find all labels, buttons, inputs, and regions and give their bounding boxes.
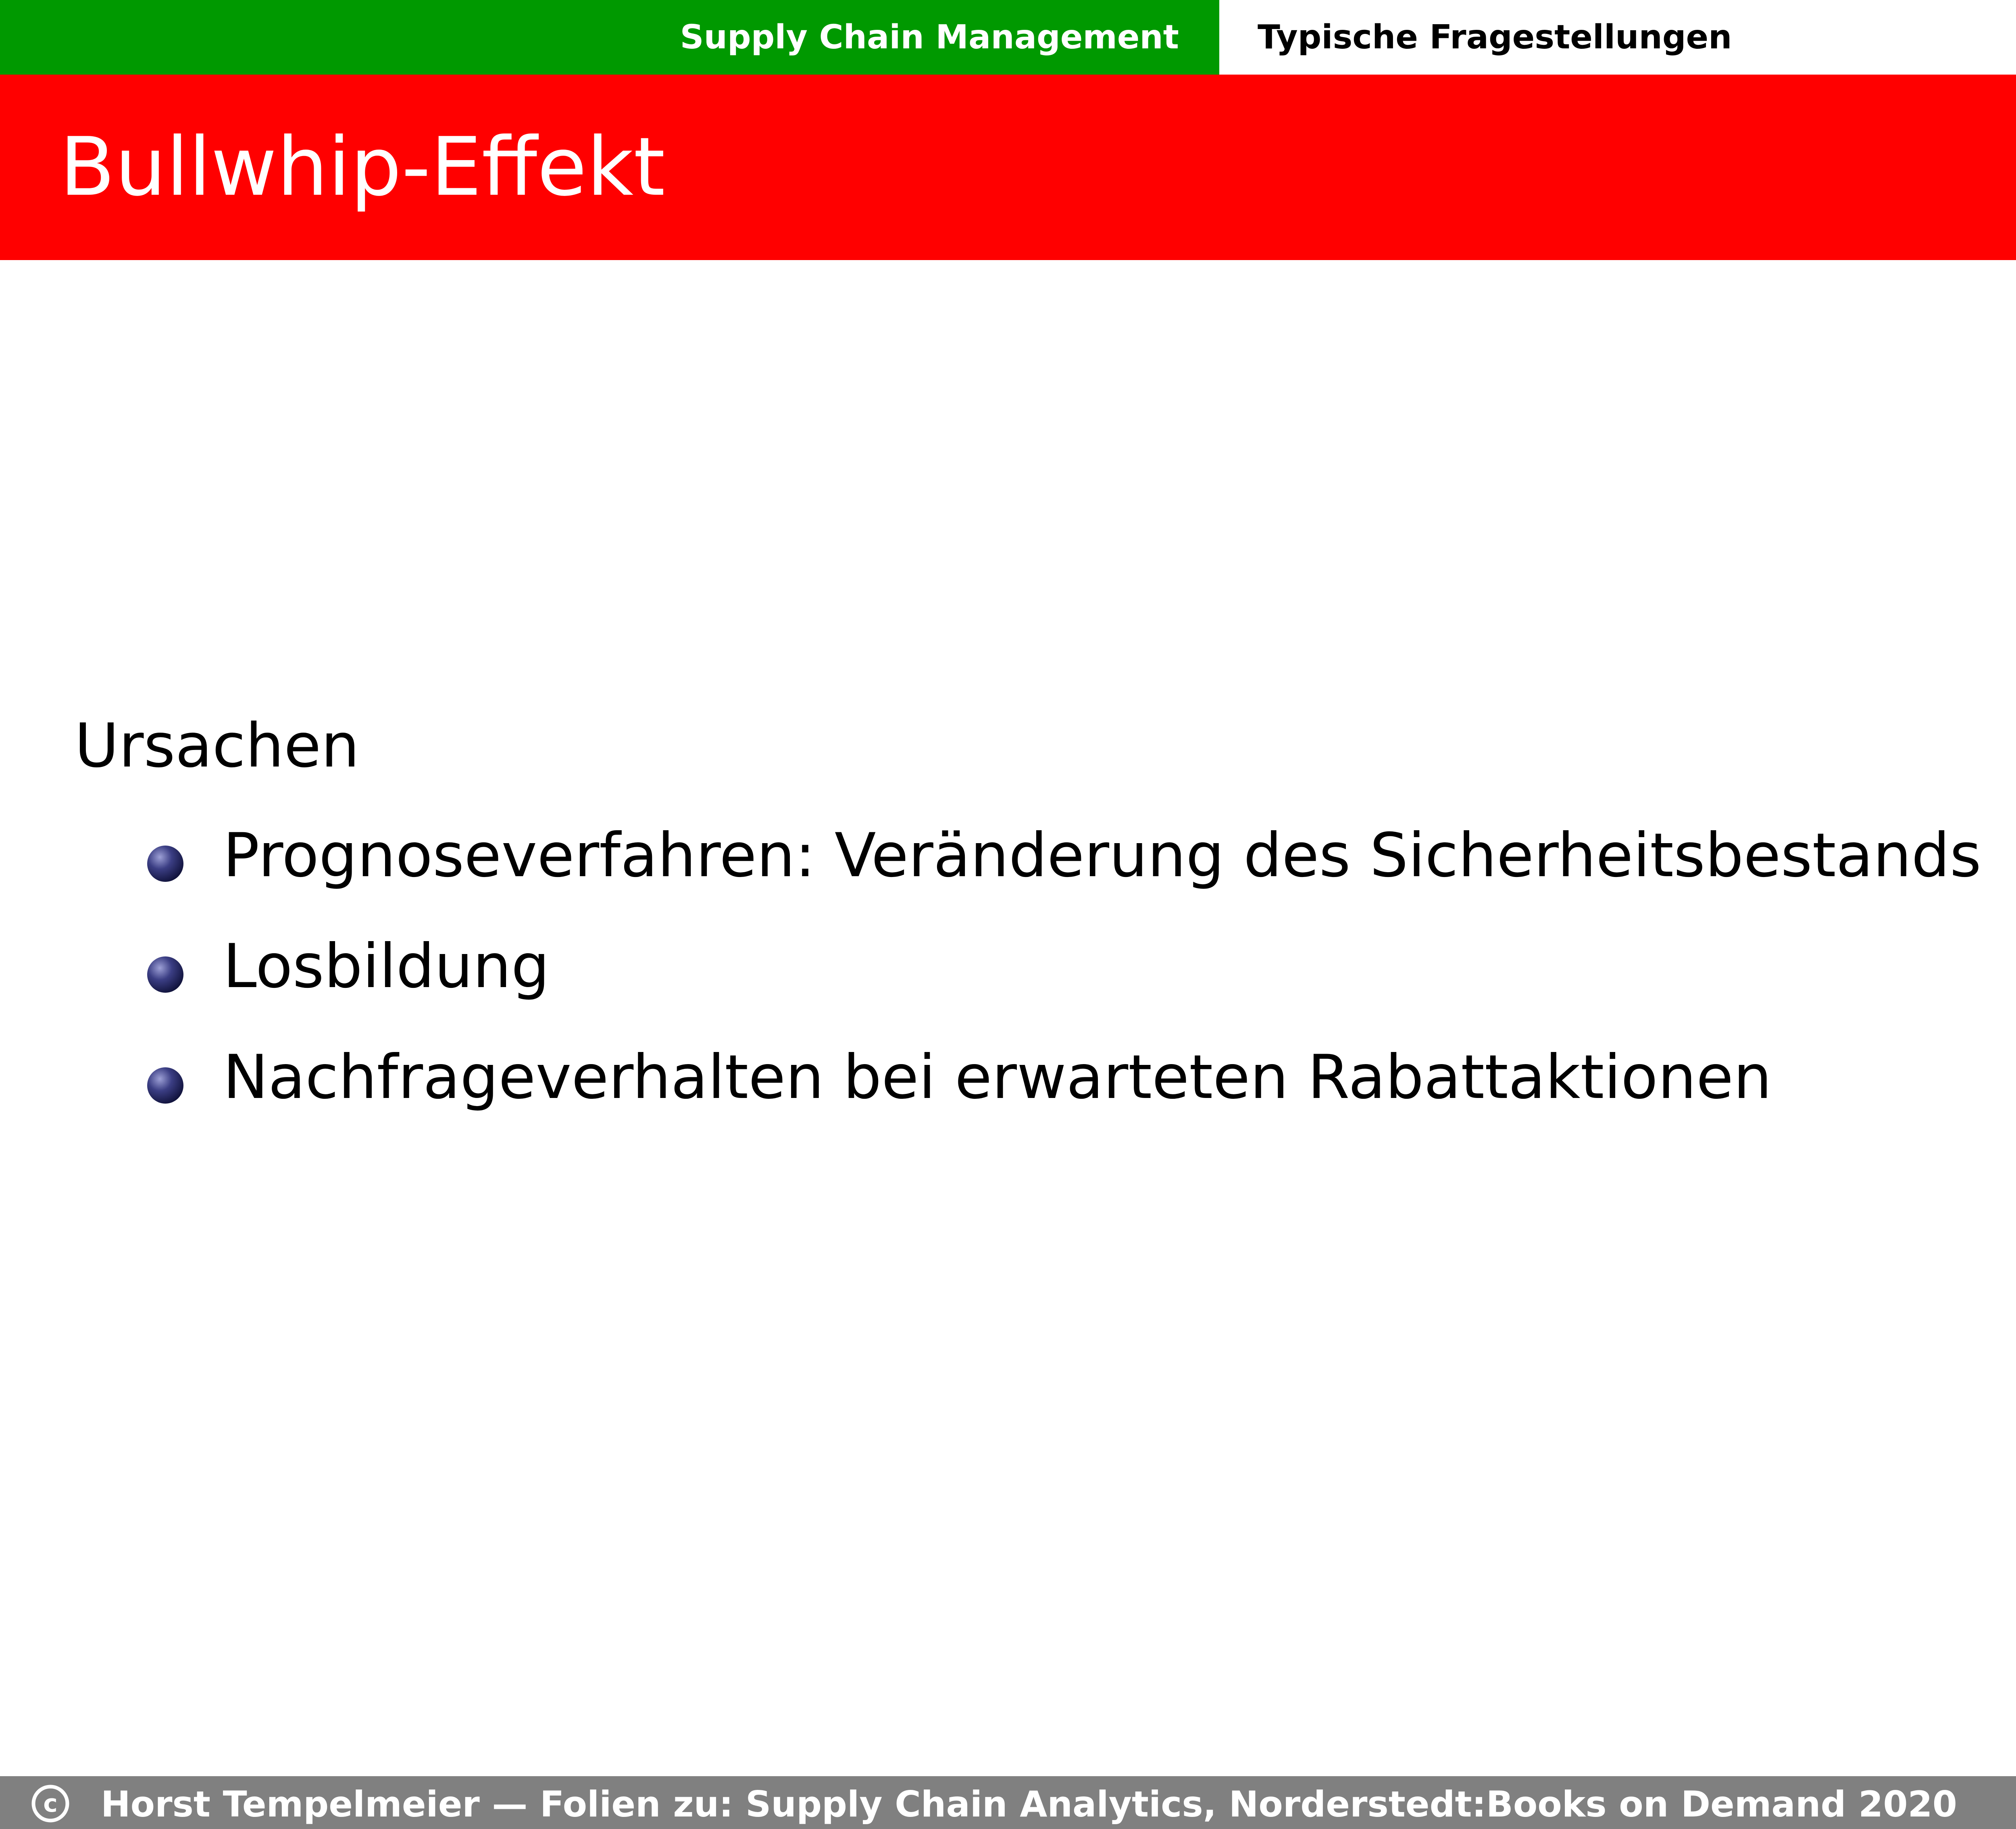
bullet-text: Prognoseverfahren: Veränderung des Sicherheitsbestands — [223, 821, 1981, 891]
bullet-list — [75, 819, 2016, 1152]
bullet-icon — [147, 1067, 183, 1104]
bullet-icon — [147, 956, 183, 993]
nav-subsection-label[interactable]: Typische Fragestellungen — [1219, 0, 2016, 75]
footer-bar — [0, 1776, 2016, 1829]
bullet-item — [75, 930, 2016, 1041]
nav-section-label[interactable]: Supply Chain Management — [0, 0, 1219, 75]
bullet-icon — [147, 846, 183, 882]
copyright-icon — [30, 1783, 71, 1824]
title-bar — [0, 75, 2016, 260]
bullet-item — [75, 1041, 2016, 1152]
bullet-text: Nachfrageverhalten bei erwarteten Rabattaktionen — [223, 1042, 1772, 1112]
top-navigation — [0, 0, 2016, 75]
content-heading: Ursachen — [75, 711, 360, 781]
footer-citation: Horst Tempelmeier — Folien zu: Supply Chain Analytics, Norderstedt:Books on Demand 2020 — [101, 1783, 1958, 1825]
slide-content — [75, 710, 2016, 1152]
bullet-text: Losbildung — [223, 931, 550, 1002]
bullet-item — [75, 819, 2016, 930]
slide-title: Bullwhip-Effekt — [60, 120, 665, 214]
svg-text:c: c — [43, 1789, 58, 1818]
